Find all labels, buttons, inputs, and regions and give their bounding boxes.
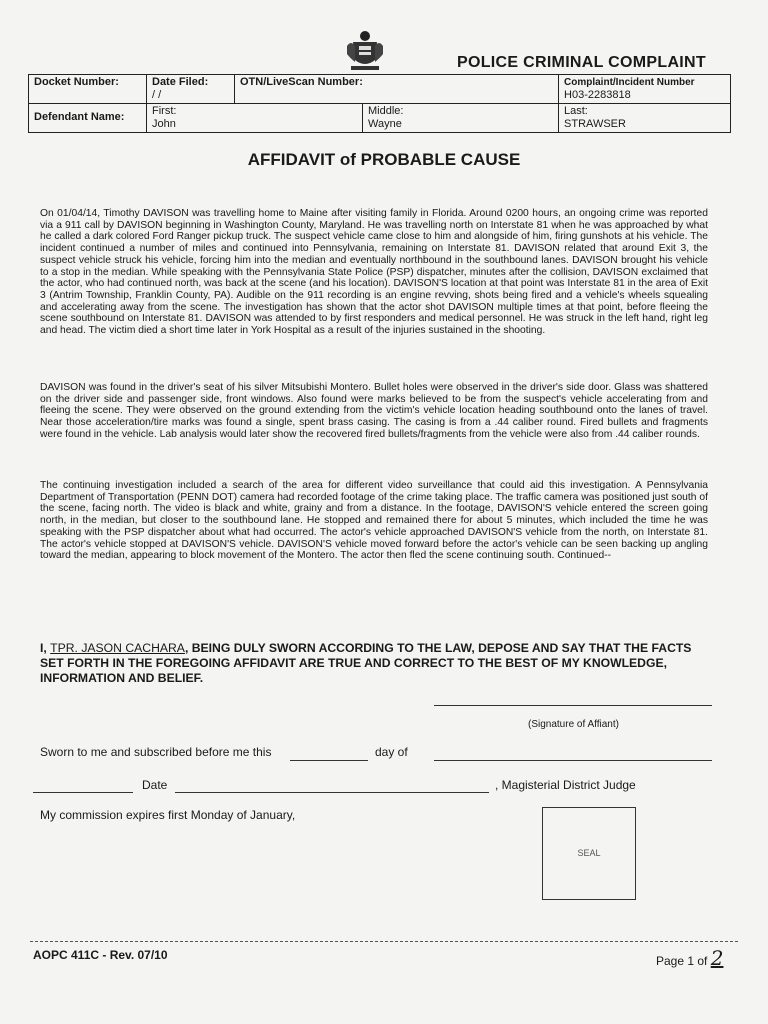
affidavit-paragraph-3: The continuing investigation included a search of the area for different video surveillance that could aid this investigation. A Pennsylvania Department of Transportation (PENN DOT) camera had recorded footage of the crime taking place. The traffic camera was positioned just south of the scene, facing north. The video is black and white, grainy and from a distance. In the footage, DAVISON'S vehicle entered the screen going north, in the median, but closer to the southbound lane. He stopped and remained there for about 5 minutes, which included the time he was speaking with the PSP dispatcher about what had occurred. The actor's vehicle approached DAVISON'S vehicle from the north, on Interstate 81. The actor's vehicle stopped at DAVISON'S vehicle. DAVISON'S vehicle moved forward before the actor's vehicle can be seen backing up angling toward the median, appearing to block movement of the Montero. The actor then fled the scene continuing south. Continued-- — [40, 480, 708, 562]
date-filed-label: Date Filed: — [152, 76, 209, 88]
defendant-name-label: Defendant Name: — [34, 111, 125, 123]
page-indicator — [656, 946, 723, 970]
affiant-signature-line — [434, 705, 712, 706]
complaint-number-cell — [559, 75, 731, 104]
middle-name-value: Wayne — [368, 118, 402, 130]
oath-text: , BEING DULY SWORN ACCORDING TO THE LAW, DEPOSE AND SAY THAT THE FACTS SET FORTH IN THE FOREGOING AFFIDAVIT ARE TRUE AND CORRECT TO THE BEST OF MY KNOWLEDGE, INFORMATION AND BELIEF. — [40, 641, 692, 685]
magisterial-district-judge-label: , Magisterial District Judge — [495, 778, 636, 792]
middle-name-cell — [363, 104, 559, 133]
form-title: POLICE CRIMINAL COMPLAINT — [457, 54, 706, 71]
affidavit-paragraph-1: On 01/04/14, Timothy DAVISON was travelling home to Maine after visiting family in Florida. Around 0200 hours, an ongoing crime was reported via a 911 call by DAVISON beginning in Washington County, Maryland. He was travelling north on Interstate 81 when he was approached by what he called a dark colored Ford Ranger pickup truck. The suspect vehicle came close to him and alongside of him, firing gunshots at his vehicle. The incident continued a number of miles and continued into Pennsylvania, remaining on Interstate 81. DAVISON related that around Exit 3, the suspect vehicle struck his vehicle, forcing him into the median and eventually northbound in the southbound lanes. DAVISON brought his vehicle to a stop in the median. While speaking with the Pennsylvania State Police (PSP) dispatcher, minutes after the collision, DAVISON exclaimed that the actor, who had continued north, was back at the scene (and his location). DAVISON'S location at that point was Interstate 81 in the area of Exit 3 (Antrim Township, Franklin County, PA). Audible on the 911 recording is an engine revving, shots being fired and a vehicle's wheels squealing and accelerating away from the scene. The investigation has shown that the actor shot DAVISON multiple times at that point, before fleeing the scene southbound on Interstate 81. DAVISON was attended to by first responders and medical personnel. He was struck in the left hand, right leg and head. The victim died a short time later in York Hospital as a result of the injuries sustained in the shooting. — [40, 208, 708, 337]
first-name-value: John — [152, 118, 176, 130]
complaint-number-value: H03-2283818 — [564, 89, 631, 101]
docket-number-cell — [29, 75, 147, 104]
date-filed-value: / / — [152, 89, 162, 101]
affiant-name: TPR. JASON CACHARA — [50, 641, 185, 655]
day-of-label: day of — [375, 745, 408, 759]
page-total: 2 — [710, 946, 724, 970]
seal-label: SEAL — [577, 848, 601, 858]
oath-prefix: I, — [40, 641, 51, 655]
last-name-label: Last: — [564, 105, 588, 117]
magisterial-judge-signature-line — [175, 792, 489, 793]
first-name-cell — [147, 104, 363, 133]
otn-livescan-label: OTN/LiveScan Number: — [240, 76, 363, 88]
sworn-month-blank — [434, 760, 712, 761]
state-coat-of-arms-emblem — [345, 28, 385, 72]
sworn-statement — [40, 641, 714, 686]
middle-name-label: Middle: — [368, 105, 404, 117]
otn-livescan-cell — [235, 75, 559, 104]
affidavit-paragraph-2: DAVISON was found in the driver's seat of his silver Mitsubishi Montero. Bullet holes were observed in the driver's side door. Glass was shattered on the driver side and passenger side, front windows. Also found were marks believed to be from the suspect's vehicle accelerating from and fleeing the scene. They were observed on the ground extending from the victim's vehicle location heading southbound onto the lanes of travel. Near those acceleration/tire marks was found a single, spent brass casing. The casing is from a .44 caliber round. Fired bullets and fragments were found in the vehicle. Lab analysis would later show the recovered fired bullets/fragments from the vehicle were also from .44 caliber rounds. — [40, 382, 708, 440]
affiant-signature-label: (Signature of Affiant) — [528, 719, 619, 730]
last-name-cell — [559, 104, 731, 133]
docket-number-label: Docket Number: — [34, 76, 119, 88]
affidavit-title: AFFIDAVIT of PROBABLE CAUSE — [247, 150, 521, 169]
last-name-value: STRAWSER — [564, 118, 626, 130]
date-label: Date — [142, 778, 168, 792]
first-name-label: First: — [152, 105, 177, 117]
date-filed-cell — [147, 75, 235, 104]
commission-expires-text: My commission expires first Monday of January, — [40, 808, 296, 822]
date-blank — [33, 792, 133, 793]
form-id: AOPC 411C - Rev. 07/10 — [33, 948, 168, 962]
sworn-day-blank — [290, 760, 368, 761]
page-text: Page 1 of — [656, 954, 708, 968]
seal-box — [542, 807, 636, 900]
complaint-number-label: Complaint/Incident Number — [564, 77, 695, 88]
sworn-before-me-text: Sworn to me and subscribed before me this — [40, 745, 272, 759]
case-info-table — [28, 74, 731, 133]
footer-divider — [30, 941, 738, 942]
defendant-name-cell — [29, 104, 147, 133]
